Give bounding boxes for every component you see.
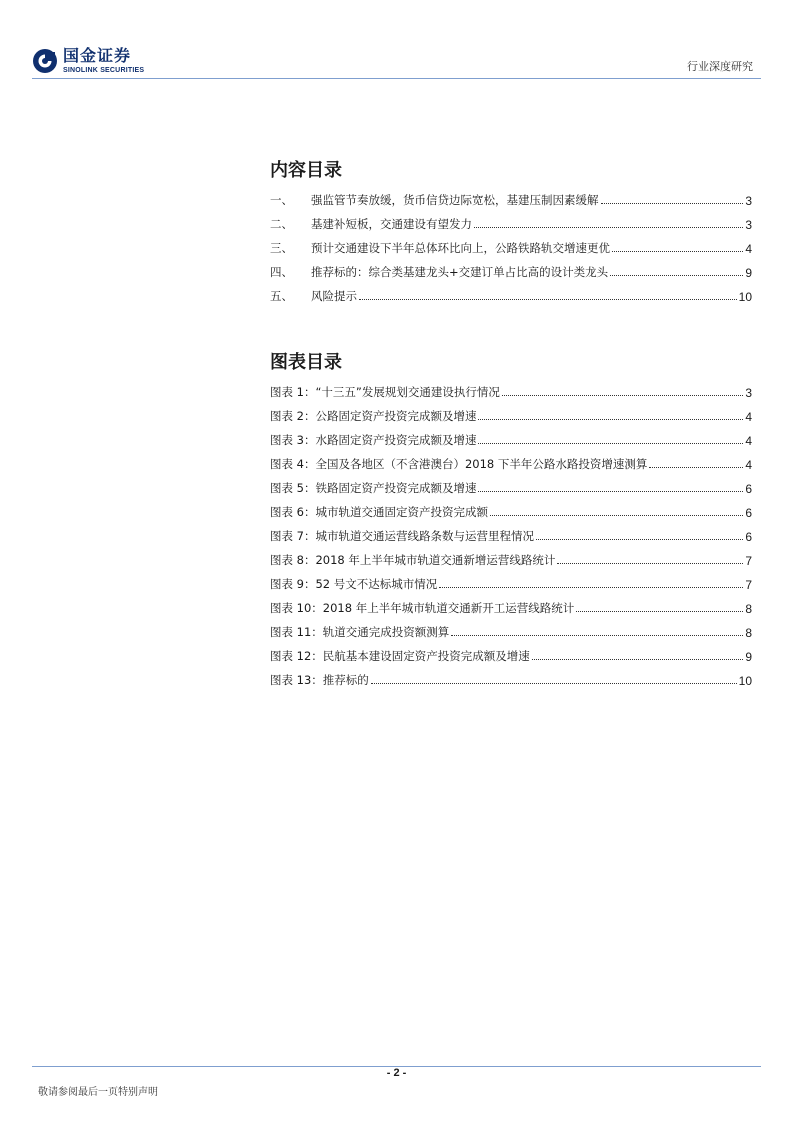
figure-item-label: 图表 7：城市轨道交通运营线路条数与运营里程情况 [270,529,534,543]
figure-item-label: 图表 9：52 号文不达标城市情况 [270,577,438,591]
logo-icon [32,48,58,74]
figure-item-page: 6 [745,530,752,544]
contents-item[interactable] [270,184,752,208]
leader-dots [371,683,737,684]
figure-item-label: 图表 10：2018 年上半年城市轨道交通新开工运营线路统计 [270,601,575,615]
leader-dots [536,539,743,540]
figure-item-page: 4 [745,458,752,472]
leader-dots [478,419,743,420]
page-header [32,40,761,79]
disclaimer-note: 敬请参阅最后一页特别声明 [38,1087,158,1098]
leader-dots [451,635,743,636]
figure-item-page: 4 [745,410,752,424]
figure-item[interactable] [270,568,752,592]
figure-item[interactable] [270,376,752,400]
leader-dots [439,587,743,588]
contents-item-number: 五、 [270,289,293,303]
figure-item-page: 8 [745,626,752,640]
report-type: 行业深度研究 [687,60,753,73]
company-logo [32,46,144,76]
leader-dots [557,563,743,564]
contents-item-number: 二、 [270,217,293,231]
figure-item[interactable] [270,448,752,472]
contents-item-label: 推荐标的：综合类基建龙头+交建订单占比高的设计类龙头 [311,265,609,279]
figure-item-page: 8 [745,602,752,616]
figure-item-label: 图表 8：2018 年上半年城市轨道交通新增运营线路统计 [270,553,556,567]
leader-dots [490,515,743,516]
figure-item-label: 图表 4：全国及各地区（不含港澳台）2018 下半年公路水路投资增速测算 [270,457,648,471]
figure-item[interactable] [270,544,752,568]
contents-item-page: 9 [745,266,752,280]
figure-item[interactable] [270,616,752,640]
figure-item-label: 图表 12：民航基本建设固定资产投资完成额及增速 [270,649,530,663]
figure-item-label: 图表 2：公路固定资产投资完成额及增速 [270,409,477,423]
contents-title: 内容目录 [270,160,342,181]
leader-dots [359,299,737,300]
figure-item-page: 4 [745,434,752,448]
contents-list [270,184,752,304]
contents-item-page: 4 [745,242,752,256]
figure-item-label: 图表 11：轨道交通完成投资额测算 [270,625,450,639]
contents-item-label: 基建补短板，交通建设有望发力 [311,217,472,231]
figure-item-page: 9 [745,650,752,664]
leader-dots [612,251,743,252]
figure-item-page: 7 [745,578,752,592]
figure-item[interactable] [270,664,752,688]
contents-item-page: 3 [745,194,752,208]
figure-item-page: 10 [738,674,752,688]
logo-english-name: SINOLINK SECURITIES [63,66,145,74]
contents-item-label: 预计交通建设下半年总体环比向上，公路铁路轨交增速更优 [311,241,610,255]
figure-item-label: 图表 13：推荐标的 [270,673,369,687]
figure-item-page: 3 [745,386,752,400]
figure-item-label: 图表 6：城市轨道交通固定资产投资完成额 [270,505,488,519]
leader-dots [576,611,743,612]
contents-item-number: 一、 [270,193,293,207]
contents-item[interactable] [270,280,752,304]
contents-item-label: 风险提示 [311,289,357,303]
figure-item[interactable] [270,496,752,520]
leader-dots [502,395,743,396]
contents-item-number: 四、 [270,265,293,279]
contents-item-label: 强监管节奏放缓，货币信贷边际宽松，基建压制因素缓解 [311,193,599,207]
logo-chinese-name: 国金证券 [63,47,132,65]
contents-item-page: 10 [738,290,752,304]
page-number: - 2 - [386,1067,407,1079]
leader-dots [474,227,743,228]
leader-dots [601,203,744,204]
figures-list [270,376,752,688]
leader-dots [478,443,743,444]
leader-dots [532,659,744,660]
figure-item-label: 图表 5：铁路固定资产投资完成额及增速 [270,481,477,495]
figure-item-page: 7 [745,554,752,568]
figure-item-label: 图表 3：水路固定资产投资完成额及增速 [270,433,477,447]
figure-item-page: 6 [745,506,752,520]
figure-item-page: 6 [745,482,752,496]
contents-item-number: 三、 [270,241,293,255]
contents-item-page: 3 [745,218,752,232]
figure-item[interactable] [270,424,752,448]
contents-item[interactable] [270,256,752,280]
contents-item[interactable] [270,232,752,256]
figure-item[interactable] [270,592,752,616]
figure-item-label: 图表 1：“十三五”发展规划交通建设执行情况 [270,385,500,399]
leader-dots [478,491,743,492]
figure-item[interactable] [270,400,752,424]
contents-item[interactable] [270,208,752,232]
figures-title: 图表目录 [270,352,342,373]
figure-item[interactable] [270,640,752,664]
figure-item[interactable] [270,520,752,544]
leader-dots [649,467,743,468]
figure-item[interactable] [270,472,752,496]
leader-dots [610,275,743,276]
